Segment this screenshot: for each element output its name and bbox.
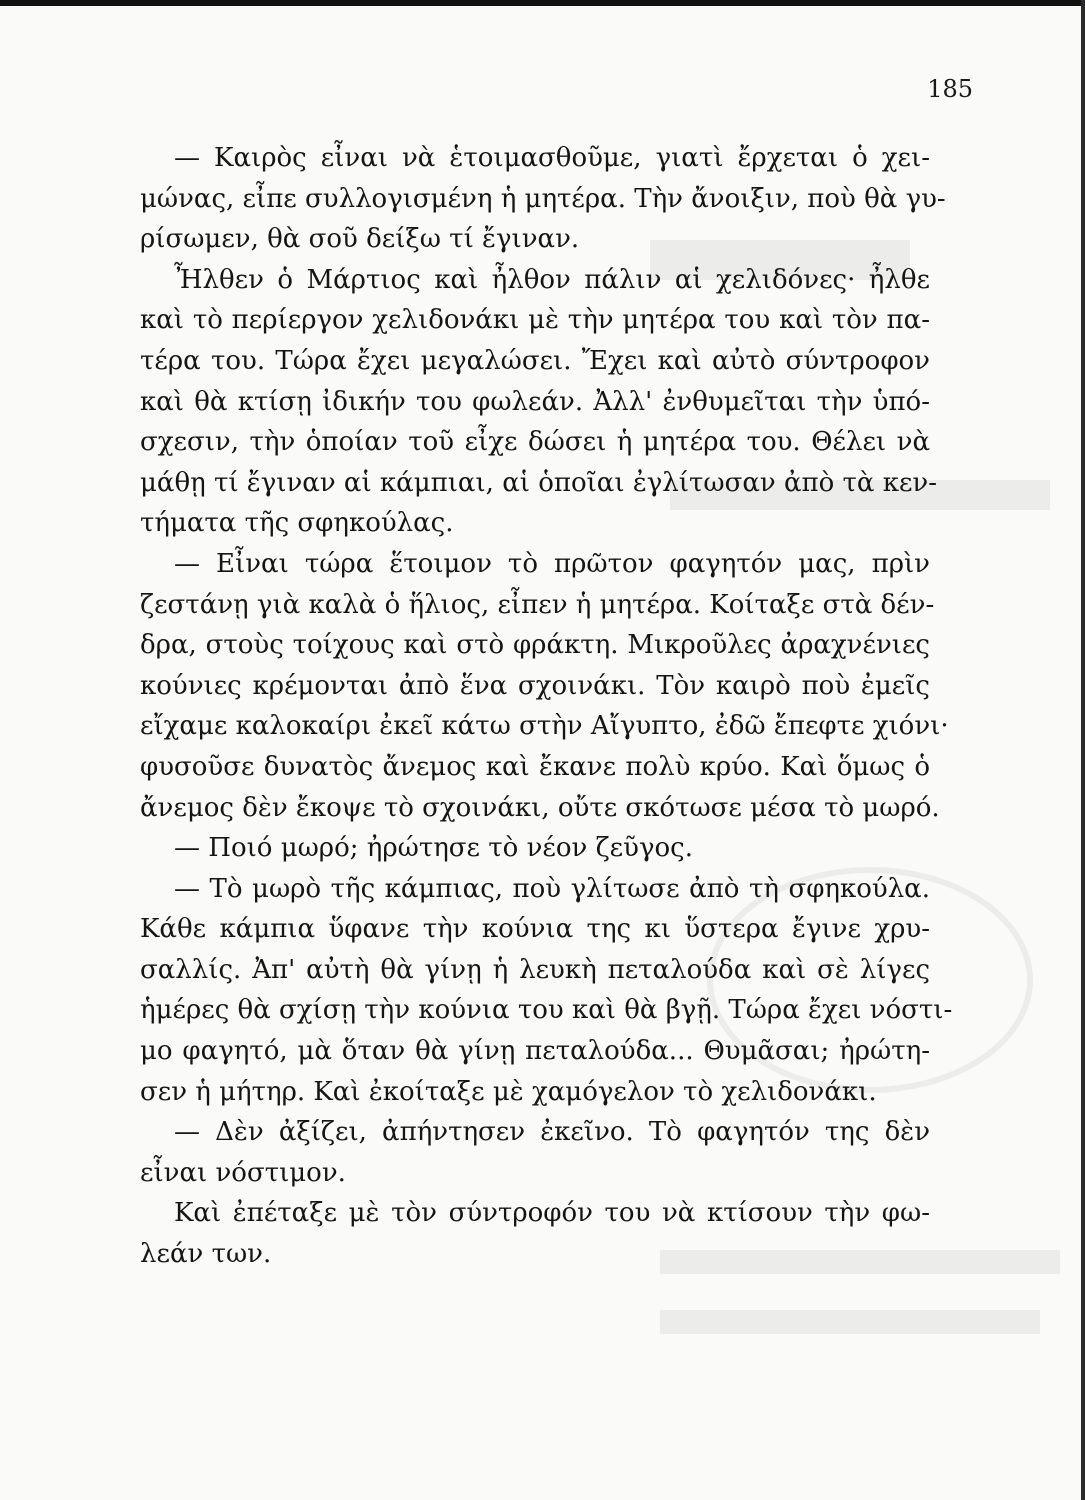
text-line: μώνας, εἶπε συλλογισμένη ἡ μητέρα. Τὴν ἄνοιξιν, ποὺ θὰ γυ- — [140, 183, 946, 214]
text-line: λεάν των. — [140, 1239, 272, 1270]
paragraph — [140, 869, 953, 1113]
paragraph — [140, 1112, 930, 1193]
text-line: καὶ τὸ περίεργον χελιδονάκι μὲ τὴν μητέρα του καὶ τὸν πα- — [140, 305, 930, 336]
text-line: — Ποιό μωρό; ἠρώτησε τὸ νέον ζεῦγος. — [174, 833, 693, 864]
text-line: σεν ἡ μήτηρ. Καὶ ἐκοίταξε μὲ χαμόγελον τὸ χελιδονάκι. — [140, 1076, 877, 1107]
text-line: — Τὸ μωρὸ τῆς κάμπιας, ποὺ γλίτωσε ἀπὸ τὴ σφηκούλα. — [174, 873, 930, 904]
paragraph — [140, 828, 930, 869]
text-line: σχεσιν, τὴν ὁποίαν τοῦ εἶχε δώσει ἡ μητέρα του. Θέλει νὰ — [140, 427, 930, 458]
text-line: Ἦλθεν ὁ Μάρτιος καὶ ἦλθον πάλιν αἱ χελιδόνες· ἦλθε — [174, 264, 930, 295]
scan-right-edge — [1081, 0, 1085, 1500]
text-line: σαλλίς. Ἀπ' αὐτὴ θὰ γίνῃ ἡ λευκὴ πεταλούδα καὶ σὲ λίγες — [140, 954, 930, 985]
scan-top-edge — [0, 0, 1085, 6]
page-number: 185 — [927, 75, 973, 103]
text-line: ἡμέρες θὰ σχίσῃ τὴν κούνια του καὶ θὰ βγῇ. Τώρα ἔχει νόστι- — [140, 995, 953, 1026]
paragraph — [140, 544, 949, 828]
body-text — [140, 138, 953, 1275]
text-line: — Καιρὸς εἶναι νὰ ἑτοιμασθοῦμε, γιατὶ ἔρχεται ὁ χει- — [174, 143, 930, 173]
text-line: ζεστάνῃ γιὰ καλὰ ὁ ἥλιος, εἶπεν ἡ μητέρα. Κοίταξε στὰ δέν- — [140, 589, 935, 620]
text-line: ρίσωμεν, θὰ σοῦ δείξω τί ἔγιναν. — [140, 224, 580, 255]
text-line: φυσοῦσε δυνατὸς ἄνεμος καὶ ἔκανε πολὺ κρύο. Καὶ ὅμως ὁ — [140, 751, 930, 782]
text-line: εἴχαμε καλοκαίρι ἐκεῖ κάτω στὴν Αἴγυπτο, ἐδῶ ἔπεφτε χιόνι· — [140, 711, 949, 742]
paragraph — [140, 1193, 930, 1274]
text-line: μάθῃ τί ἔγιναν αἱ κάμπιαι, αἱ ὁποῖαι ἐγλίτωσαν ἀπὸ τὰ κεν- — [140, 467, 938, 498]
text-line: τήματα τῆς σφηκούλας. — [140, 508, 454, 539]
text-line: — Δὲν ἀξίζει, ἀπήντησεν ἐκεῖνο. Τὸ φαγητόν της δὲν — [174, 1117, 930, 1148]
text-line: καὶ θὰ κτίσῃ ἰδικήν του φωλεάν. Ἀλλ' ἐνθυμεῖται τὴν ὑπό- — [140, 386, 930, 417]
text-line: Κάθε κάμπια ὕφανε τὴν κούνια της κι ὕστερα ἔγινε χρυ- — [140, 914, 930, 945]
text-line: ἄνεμος δὲν ἔκοψε τὸ σχοινάκι, οὔτε σκότωσε μέσα τὸ μωρό. — [140, 792, 940, 823]
text-line: Καὶ ἐπέταξε μὲ τὸν σύντροφόν του νὰ κτίσουν τὴν φω- — [174, 1198, 930, 1229]
paragraph — [140, 138, 946, 260]
text-line: μο φαγητό, μὰ ὅταν θὰ γίνῃ πεταλούδα... Θυμᾶσαι; ἠρώτη- — [140, 1036, 930, 1067]
text-line: — Εἶναι τώρα ἕτοιμον τὸ πρῶτον φαγητόν μας, πρὶν — [174, 548, 930, 579]
text-line: δρα, στοὺς τοίχους καὶ στὸ φράκτη. Μικροῦλες ἀραχνένιες — [140, 630, 930, 661]
text-line: εἶναι νόστιμον. — [140, 1157, 346, 1188]
paragraph — [140, 260, 938, 544]
text-line: τέρα του. Τώρα ἔχει μεγαλώσει. Ἔχει καὶ αὐτὸ σύντροφον — [140, 345, 930, 376]
text-line: κούνιες κρέμονται ἀπὸ ἕνα σχοινάκι. Τὸν καιρὸ ποὺ ἐμεῖς — [140, 670, 930, 701]
